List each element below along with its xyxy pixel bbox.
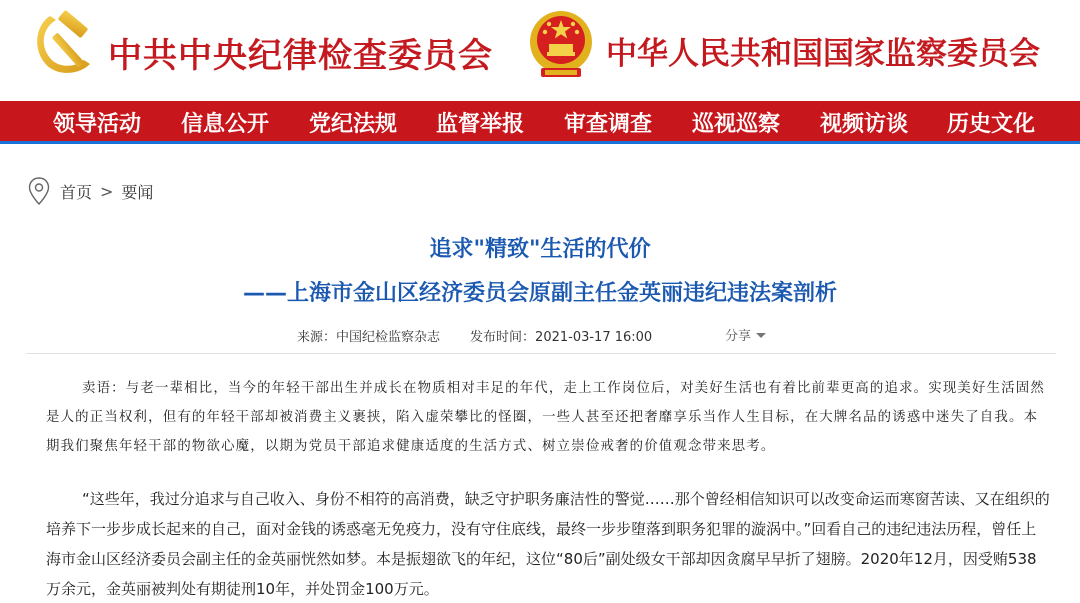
breadcrumb-separator: > xyxy=(100,181,114,201)
site-header xyxy=(0,0,1080,101)
breadcrumb-current[interactable]: 要闻 xyxy=(121,182,154,202)
breadcrumb-home[interactable]: 首页 xyxy=(60,182,93,202)
nav-item-investigation[interactable]: 审查调查 xyxy=(564,111,653,137)
article-meta xyxy=(297,326,652,345)
nav-item-history[interactable]: 历史文化 xyxy=(947,111,1036,137)
nav-item-inspection[interactable]: 巡视巡察 xyxy=(692,111,781,137)
article-title: 追求"精致"生活的代价 xyxy=(429,237,651,262)
main-nav xyxy=(0,101,1080,144)
source-label: 来源： xyxy=(297,330,337,345)
site-title-ccdi[interactable]: 中共中央纪律检查委员会 xyxy=(108,36,493,76)
nav-item-leadership[interactable]: 领导活动 xyxy=(53,111,142,137)
chevron-down-icon xyxy=(756,333,766,338)
nav-item-info[interactable]: 信息公开 xyxy=(181,111,270,137)
time-label: 发布时间： xyxy=(470,330,536,345)
site-title-nsc[interactable]: 中华人民共和国国家监察委员会 xyxy=(606,36,1040,72)
source-value: 中国纪检监察杂志 xyxy=(336,330,441,345)
share-button[interactable] xyxy=(725,325,766,344)
party-emblem-icon[interactable] xyxy=(28,10,100,82)
divider xyxy=(26,353,1056,354)
article-lead: 卖语：与老一辈相比，当今的年轻干部出生并成长在物质相对丰足的年代，走上工作岗位后，对美好生活也有着比前辈更高的追求。实现美好生活固然是人的正当权利，但有的年轻干部却被消费主义裹挟，陷入虚荣攀比的怪圈，一些人甚至还把奢靡享乐当作人生目标，在大牌名品的诱惑中迷失了自我。本期我们聚焦年轻干部的物欲心魔，以期为党员干部追求健康适度的生活方式、树立崇俭戒奢的价值观念带来思考。 xyxy=(46,381,1045,454)
article-subtitle: ——上海市金山区经济委员会原副主任金英丽违纪违法案剖析 xyxy=(242,281,837,306)
nav-item-regulations[interactable]: 党纪法规 xyxy=(309,111,398,137)
nav-item-video[interactable]: 视频访谈 xyxy=(820,111,909,137)
nav-item-report[interactable]: 监督举报 xyxy=(436,111,525,137)
national-emblem-icon[interactable] xyxy=(527,8,595,80)
breadcrumb xyxy=(28,176,153,206)
share-label: 分享 xyxy=(725,329,752,344)
time-value: 2021-03-17 16:00 xyxy=(535,330,653,345)
location-pin-icon xyxy=(28,177,50,205)
article-paragraph: “这些年，我过分追求与自己收入、身份不相符的高消费，缺乏守护职务廉洁性的警觉……那个曾经相信知识可以改变命运而寒窗苦读、又在组织的培养下一步步成长起来的自己，面对金钱的诱惑毫无免疫力，没有守住底线，最终一步步堕落到职务犯罪的漩涡中。”回看自己的违纪违法历程，曾任上海市金山区经济委员会副主任的金英丽恍然如梦。本是振翅欲飞的年纪，这位“80后”副处级女干部却因贪腐早早折了翅膀。2020年12月，因受贿538万余元，金英丽被判处有期徒刑10年，并处罚金100万元。 xyxy=(46,490,1050,598)
